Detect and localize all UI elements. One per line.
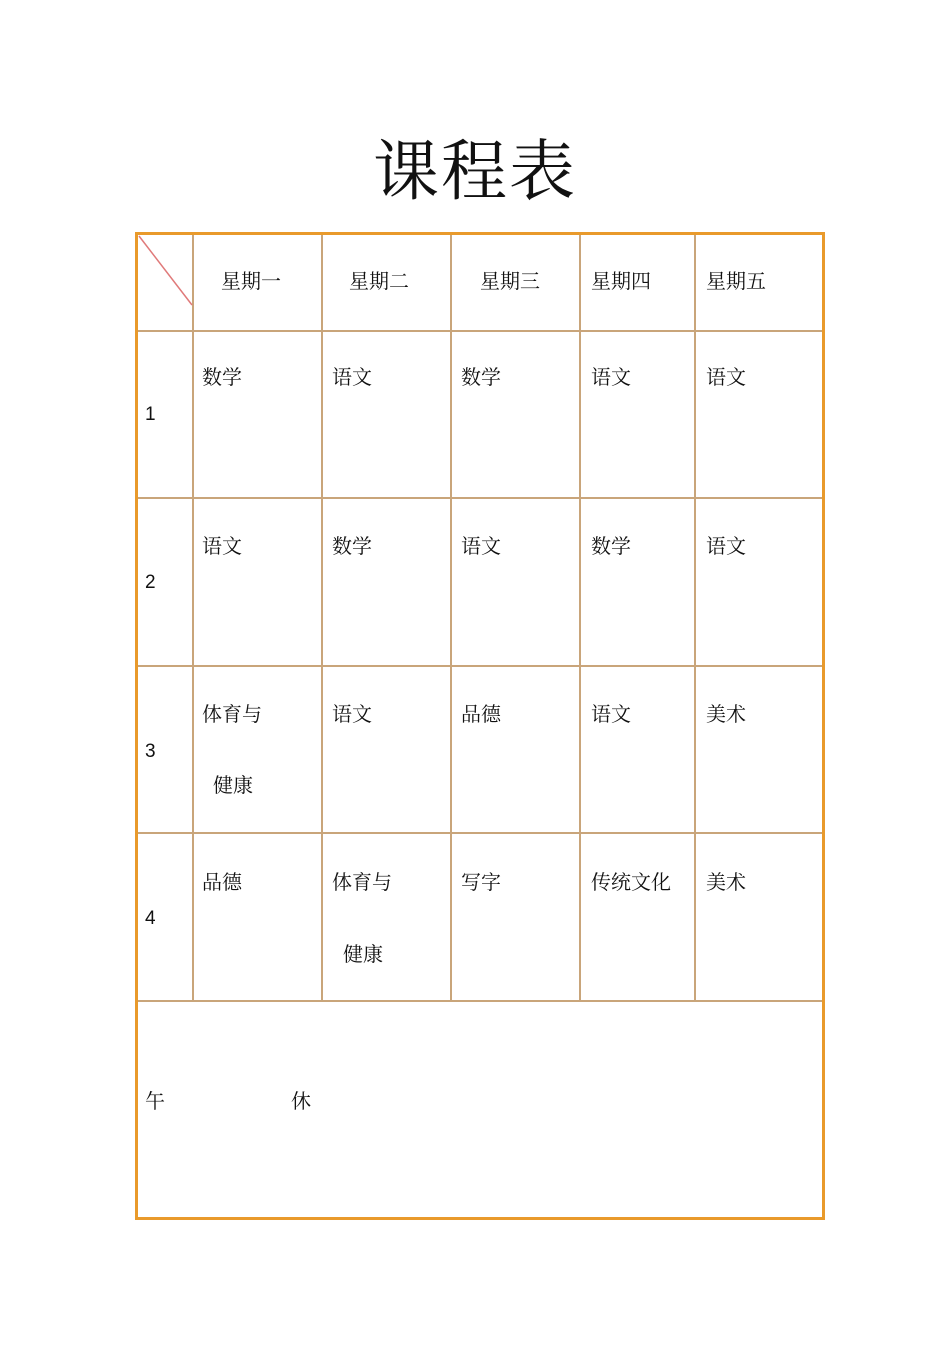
course-cell: 美术 xyxy=(706,702,746,726)
course-cell: 品德 xyxy=(461,702,501,726)
course-cell: 数学 xyxy=(461,365,501,389)
course-cell: 体育与 xyxy=(332,870,392,894)
period-label: 1 xyxy=(145,404,156,425)
header-wednesday: 星期三 xyxy=(480,269,540,293)
course-cell: 语文 xyxy=(591,365,631,389)
course-cell: 语文 xyxy=(202,534,242,558)
schedule-table xyxy=(135,232,825,1220)
header-monday: 星期一 xyxy=(221,269,281,293)
grid-line xyxy=(138,832,822,834)
grid-line xyxy=(450,235,452,1000)
course-cell: 语文 xyxy=(706,365,746,389)
course-cell: 体育与 xyxy=(202,702,262,726)
period-label: 4 xyxy=(145,908,156,929)
course-cell: 语文 xyxy=(706,534,746,558)
header-friday: 星期五 xyxy=(706,269,766,293)
grid-line xyxy=(579,235,581,1000)
course-cell: 写字 xyxy=(461,870,501,894)
course-cell: 传统文化 xyxy=(591,870,671,894)
course-cell: 品德 xyxy=(202,870,242,894)
grid-line xyxy=(321,235,323,1000)
course-cell: 美术 xyxy=(706,870,746,894)
course-cell: 数学 xyxy=(591,534,631,558)
course-cell: 语文 xyxy=(332,702,372,726)
period-label: 2 xyxy=(145,572,156,593)
course-cell: 语文 xyxy=(332,365,372,389)
noon-label-left: 午 xyxy=(145,1089,165,1113)
corner-diagonal xyxy=(138,235,194,307)
header-thursday: 星期四 xyxy=(591,269,651,293)
course-cell: 语文 xyxy=(591,702,631,726)
grid-line xyxy=(192,235,194,1000)
period-label: 3 xyxy=(145,741,156,762)
grid-line xyxy=(138,497,822,499)
grid-line xyxy=(138,330,822,332)
grid-line xyxy=(694,235,696,1000)
course-cell-line2: 健康 xyxy=(213,773,253,797)
course-cell: 数学 xyxy=(332,534,372,558)
course-cell: 语文 xyxy=(461,534,501,558)
course-cell-line2: 健康 xyxy=(343,942,383,966)
grid-line xyxy=(138,1000,822,1002)
noon-label-right: 休 xyxy=(291,1089,311,1113)
course-cell: 数学 xyxy=(202,365,242,389)
header-tuesday: 星期二 xyxy=(349,269,409,293)
page-title: 课程表 xyxy=(373,133,577,210)
grid-line xyxy=(138,665,822,667)
